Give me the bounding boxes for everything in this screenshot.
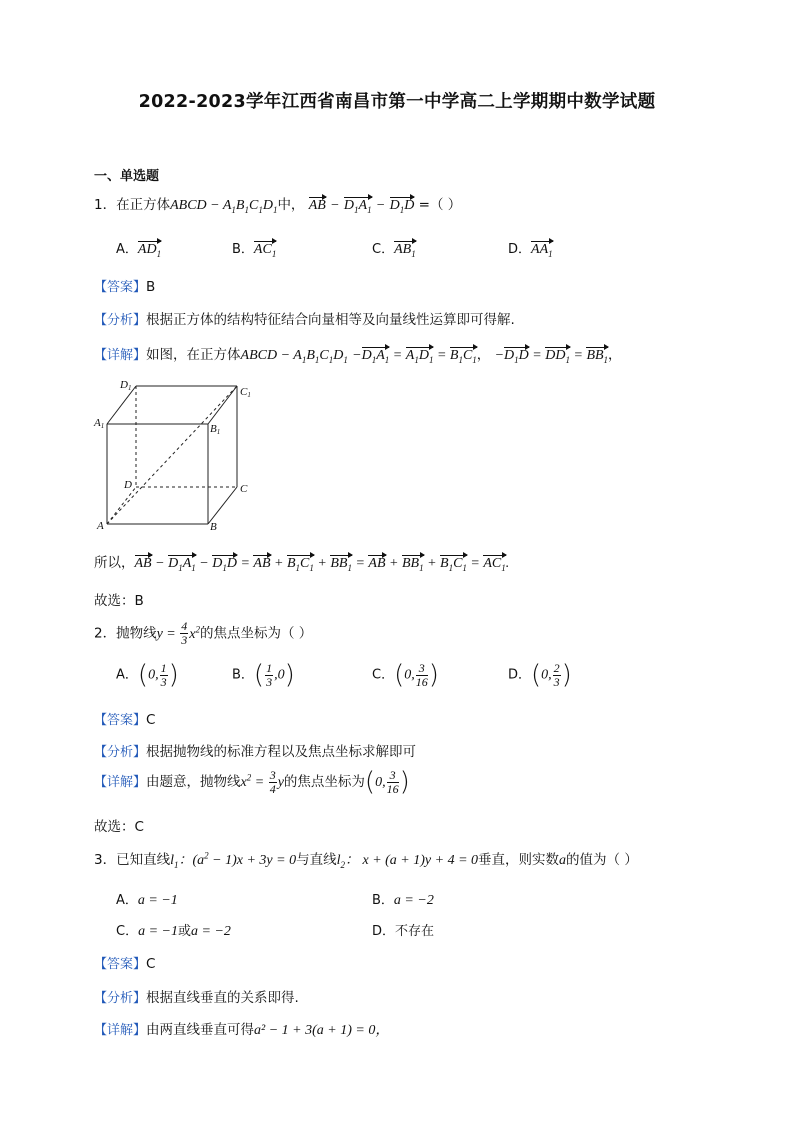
choice-line: 故选：B [94, 593, 144, 609]
vector-ab: AB [308, 198, 326, 213]
question-text: =（ ） [414, 197, 462, 213]
option-a: A．a = −1 [116, 893, 178, 908]
conclusion-line: 所以，AB − $D_1A_1 - D_1D$ = AB + $B_1C_1 + BB_1$ = AB + $BB_1 + B_1C_1 = AC_1$. [94, 555, 510, 573]
question-1: 1．在正方体ABCD − $A_1B_1C_1D_1$中， AB − $D_1A_1 - D_1D$ =（ ） [94, 197, 462, 215]
question-text: 在正方体 [116, 197, 171, 213]
option-d: D．不存在 [372, 924, 435, 939]
edge-a1d1 [107, 386, 136, 424]
label-b: B [210, 521, 217, 533]
label-a: A [97, 520, 104, 532]
analysis-line: 【分析】根据直线垂直的关系即得. [94, 990, 299, 1006]
section-heading: 一、单选题 [94, 169, 160, 184]
edge-bc [208, 487, 237, 524]
diagonal-ac1 [107, 386, 237, 524]
vector-d1d: $D_1D$ [389, 198, 415, 215]
option-a: A．$AD_1$ [116, 242, 162, 259]
choice-line: 故选：C [94, 819, 144, 835]
label-d: D [124, 479, 132, 491]
analysis-line: 【分析】根据正方体的结构特征结合向量相等及向量线性运算即可得解. [94, 312, 515, 328]
option-c: C．(0, $\frac{3}{16}$ ) [372, 660, 439, 690]
label-c1: C1 [240, 386, 251, 399]
edge-b1c1 [208, 386, 237, 424]
answer-line: 【答案】C [94, 712, 156, 728]
label-a1: A1 [94, 417, 105, 430]
option-b: B．a = −2 [372, 893, 434, 908]
vector-d1a1: $D_1A_1$ [343, 198, 372, 215]
option-d: D．(0, $\frac{2}{3}$ ) [508, 660, 572, 690]
question-2: 2．抛物线y = $\frac{4}{3}$ $x^2$的焦点坐标为（ ） [94, 619, 313, 647]
analysis-line: 【分析】根据抛物线的标准方程以及焦点坐标求解即可 [94, 744, 417, 760]
option-c: C．a = −1或a = −2 [116, 924, 231, 939]
answer-line: 【答案】B [94, 279, 156, 295]
question-number: 1． [94, 197, 117, 213]
math-expression: ABCD − $A_1B_1C_1D_1$ [170, 198, 278, 215]
detail-line: 【详解】如图，在正方体ABCD − $A_1B_1C_1D_1 -D_1A_1 = A_1D_1 = B_1C_1$， $-D_1D = DD_1 = BB_1$， [94, 347, 622, 365]
detail-line: 【详解】由两直线垂直可得a² − 1 + 3(a + 1) = 0， [94, 1022, 390, 1038]
question-text: 中， [277, 197, 305, 213]
edge-ad-hidden [107, 487, 136, 524]
answer-line: 【答案】C [94, 956, 156, 972]
question-3: 3．已知直线$l_1$：$(a^2 - 1)x + 3y = 0$与直线$l_2$： x + (a + 1)y + 4 = 0垂直，则实数a的值为（ ） [94, 850, 638, 870]
option-a: A．(0, $\frac{1}{3}$ ) [116, 660, 179, 690]
option-b: B．( $\frac{1}{3}$ ,0) [232, 660, 295, 690]
cube-figure [92, 374, 262, 534]
detail-line: 【详解】由题意，抛物线$x^2$ = $\frac{3}{4}$ y的焦点坐标为(0, $\frac{3}{16}$ ) [94, 767, 410, 797]
label-b1: B1 [210, 423, 221, 436]
option-d: D．$AA_1$ [508, 242, 553, 259]
option-b: B．$AC_1$ [232, 242, 277, 259]
label-c: C [240, 483, 248, 495]
label-d1: D1 [120, 379, 132, 392]
option-c: C．$AB_1$ [372, 242, 416, 259]
page-title: 2022-2023学年江西省南昌市第一中学高二上学期期中数学试题 [138, 92, 656, 112]
